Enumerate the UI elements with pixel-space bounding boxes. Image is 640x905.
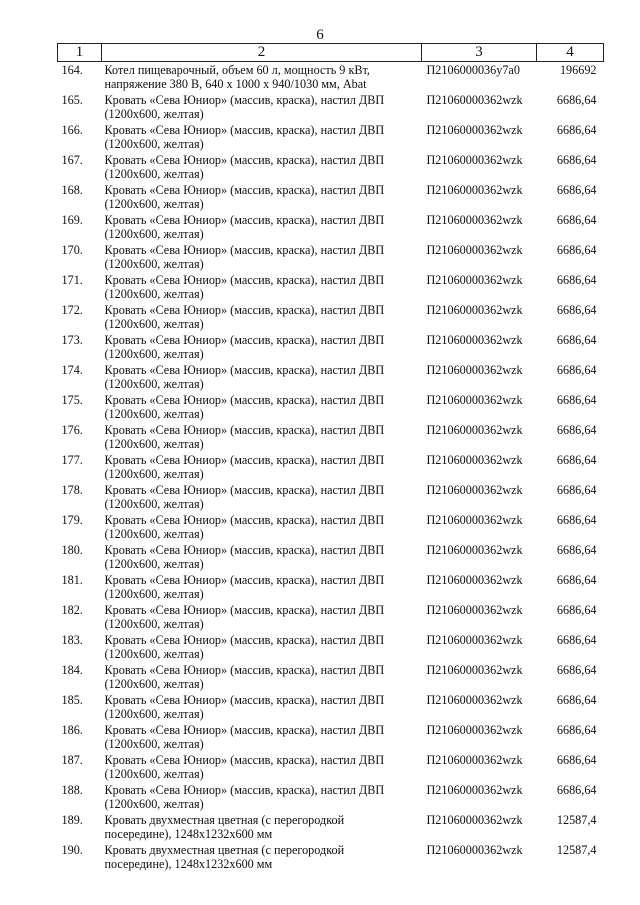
row-number: 164. <box>61 63 83 77</box>
item-name <box>102 333 422 363</box>
item-price: 12587,4 <box>556 843 597 857</box>
row-number: 177. <box>61 453 83 467</box>
item-price: 6686,64 <box>556 123 597 137</box>
inventory-code: П21060000362wzk <box>426 813 523 827</box>
item-price: 6686,64 <box>556 753 597 767</box>
item-name <box>102 573 422 603</box>
item-price: 6686,64 <box>556 213 597 227</box>
item-name-line-1: Кровать «Сева Юниор» (массив, краска), настил ДВП <box>104 153 385 167</box>
inventory-code: П21060000362wzk <box>426 483 523 497</box>
item-name-line-1: Кровать «Сева Юниор» (массив, краска), настил ДВП <box>104 753 385 767</box>
table-row <box>58 483 604 513</box>
item-name-line-1: Кровать «Сева Юниор» (массив, краска), настил ДВП <box>104 543 385 557</box>
table-body <box>58 62 604 874</box>
inventory-code: П21060000362wzk <box>426 723 523 737</box>
item-name <box>102 813 422 843</box>
item-name <box>102 153 422 183</box>
item-name <box>102 303 422 333</box>
item-name-line-2: (1200х600, желтая) <box>104 767 204 781</box>
item-price: 6686,64 <box>556 663 597 677</box>
item-name-line-2: (1200х600, желтая) <box>104 437 204 451</box>
item-price: 6686,64 <box>556 723 597 737</box>
item-price: 6686,64 <box>556 303 597 317</box>
inventory-code: П21060000362wzk <box>426 273 523 287</box>
item-name-line-2: (1200х600, желтая) <box>104 707 204 721</box>
row-number: 167. <box>61 153 83 167</box>
page-number: 6 <box>316 27 324 43</box>
item-price: 6686,64 <box>556 333 597 347</box>
item-name-line-1: Кровать «Сева Юниор» (массив, краска), настил ДВП <box>104 213 385 227</box>
item-name <box>102 243 422 273</box>
item-name-line-1: Кровать «Сева Юниор» (массив, краска), настил ДВП <box>104 183 385 197</box>
row-number: 166. <box>61 123 83 137</box>
item-price: 6686,64 <box>556 93 597 107</box>
table-row <box>58 423 604 453</box>
item-name <box>102 633 422 663</box>
item-name-line-2: (1200х600, желтая) <box>104 257 204 271</box>
item-name-line-2: (1200х600, желтая) <box>104 107 204 121</box>
item-name-line-2: (1200х600, желтая) <box>104 737 204 751</box>
item-name <box>102 783 422 813</box>
item-name-line-2: посередине), 1248х1232х600 мм <box>104 827 273 841</box>
item-name-line-1: Кровать «Сева Юниор» (массив, краска), настил ДВП <box>104 603 385 617</box>
inventory-code: П21060000362wzk <box>426 423 523 437</box>
item-name-line-1: Кровать «Сева Юниор» (массив, краска), настил ДВП <box>104 513 385 527</box>
row-number: 186. <box>61 723 83 737</box>
table-row <box>58 213 604 243</box>
item-name <box>102 453 422 483</box>
row-number: 187. <box>61 753 83 767</box>
item-name-line-2: (1200х600, желтая) <box>104 497 204 511</box>
item-price: 6686,64 <box>556 453 597 467</box>
item-name <box>102 393 422 423</box>
item-name-line-1: Кровать «Сева Юниор» (массив, краска), настил ДВП <box>104 333 385 347</box>
row-number: 188. <box>61 783 83 797</box>
item-name-line-2: (1200х600, желтая) <box>104 647 204 661</box>
item-name <box>102 753 422 783</box>
row-number: 181. <box>61 573 83 587</box>
item-name <box>102 513 422 543</box>
item-name <box>102 543 422 573</box>
item-price: 6686,64 <box>556 693 597 707</box>
table-row <box>58 813 604 843</box>
item-name-line-1: Кровать «Сева Юниор» (массив, краска), настил ДВП <box>104 363 385 377</box>
item-name-line-1: Кровать «Сева Юниор» (массив, краска), настил ДВП <box>104 693 385 707</box>
inventory-code: П21060000362wzk <box>426 663 523 677</box>
row-number: 173. <box>61 333 83 347</box>
row-number: 168. <box>61 183 83 197</box>
inventory-code: П21060000362wzk <box>426 513 523 527</box>
inventory-code: П21060000362wzk <box>426 153 523 167</box>
inventory-code: П21060000362wzk <box>426 303 523 317</box>
item-name-line-2: (1200х600, желтая) <box>104 797 204 811</box>
table-row <box>58 363 604 393</box>
table-row <box>58 783 604 813</box>
table-row <box>58 753 604 783</box>
row-number: 174. <box>61 363 83 377</box>
item-name-line-2: (1200х600, желтая) <box>104 407 204 421</box>
item-name-line-1: Кровать «Сева Юниор» (массив, краска), настил ДВП <box>104 393 385 407</box>
item-name <box>102 603 422 633</box>
inventory-code: П21060000362wzk <box>426 543 523 557</box>
item-name-line-2: (1200х600, желтая) <box>104 287 204 301</box>
table-row <box>58 843 604 873</box>
item-price: 6686,64 <box>556 603 597 617</box>
header-col-code: 3 <box>422 44 537 62</box>
inventory-code: П21060000362wzk <box>426 633 523 647</box>
item-name-line-2: (1200х600, желтая) <box>104 557 204 571</box>
inventory-code: П21060000362wzk <box>426 603 523 617</box>
table-row <box>58 573 604 603</box>
item-name <box>102 183 422 213</box>
item-price: 6686,64 <box>556 423 597 437</box>
item-name-line-2: (1200х600, желтая) <box>104 467 204 481</box>
table-row <box>58 273 604 303</box>
item-name-line-2: посередине), 1248х1232х600 мм <box>104 857 273 871</box>
row-number: 171. <box>61 273 83 287</box>
row-number: 179. <box>61 513 83 527</box>
row-number: 170. <box>61 243 83 257</box>
item-name-line-1: Кровать «Сева Юниор» (массив, краска), настил ДВП <box>104 243 385 257</box>
item-price: 196692 <box>559 63 597 77</box>
item-price: 6686,64 <box>556 543 597 557</box>
table-row <box>58 543 604 573</box>
inventory-code: П21060000362wzk <box>426 93 523 107</box>
table-row <box>58 633 604 663</box>
item-name-line-1: Кровать «Сева Юниор» (массив, краска), настил ДВП <box>104 783 385 797</box>
item-name-line-1: Кровать «Сева Юниор» (массив, краска), настил ДВП <box>104 573 385 587</box>
table-row <box>58 603 604 633</box>
item-name <box>102 93 422 123</box>
inventory-code: П21060000362wzk <box>426 693 523 707</box>
item-name-line-2: (1200х600, желтая) <box>104 587 204 601</box>
item-name-line-2: (1200х600, желтая) <box>104 377 204 391</box>
item-name-line-2: (1200х600, желтая) <box>104 617 204 631</box>
item-price: 6686,64 <box>556 153 597 167</box>
inventory-code: П21060000362wzk <box>426 393 523 407</box>
table-row <box>58 123 604 153</box>
row-number: 165. <box>61 93 83 107</box>
header-col-name: 2 <box>102 44 422 62</box>
inventory-code: П21060000362wzk <box>426 243 523 257</box>
inventory-code: П21060000362wzk <box>426 333 523 347</box>
table-row <box>58 513 604 543</box>
header-col-price: 4 <box>537 44 604 62</box>
item-name <box>102 423 422 453</box>
inventory-code: П21060000362wzk <box>426 213 523 227</box>
row-number: 190. <box>61 843 83 857</box>
item-name-line-1: Кровать «Сева Юниор» (массив, краска), настил ДВП <box>104 123 385 137</box>
table-row <box>58 93 604 123</box>
table-header-row <box>58 44 604 62</box>
table-row <box>58 243 604 273</box>
row-number: 169. <box>61 213 83 227</box>
row-number: 175. <box>61 393 83 407</box>
row-number: 180. <box>61 543 83 557</box>
inventory-code: П2106000036у7а0 <box>426 63 520 77</box>
table-row <box>58 453 604 483</box>
row-number: 185. <box>61 693 83 707</box>
item-name-line-1: Котел пищеварочный, объем 60 л, мощность 9 кВт, <box>104 63 370 77</box>
item-name-line-1: Кровать двухместная цветная (с перегородкой <box>104 843 345 857</box>
table-row <box>58 303 604 333</box>
item-name <box>102 123 422 153</box>
item-name <box>102 663 422 693</box>
item-name-line-1: Кровать двухместная цветная (с перегородкой <box>104 813 345 827</box>
item-price: 6686,64 <box>556 273 597 287</box>
item-name-line-1: Кровать «Сева Юниор» (массив, краска), настил ДВП <box>104 633 385 647</box>
row-number: 183. <box>61 633 83 647</box>
item-price: 6686,64 <box>556 783 597 797</box>
item-price: 6686,64 <box>556 483 597 497</box>
table-row <box>58 663 604 693</box>
item-name-line-2: (1200х600, желтая) <box>104 227 204 241</box>
item-price: 6686,64 <box>556 183 597 197</box>
inventory-code: П21060000362wzk <box>426 123 523 137</box>
inventory-code: П21060000362wzk <box>426 753 523 767</box>
item-name-line-1: Кровать «Сева Юниор» (массив, краска), настил ДВП <box>104 423 385 437</box>
row-number: 184. <box>61 663 83 677</box>
item-name-line-2: (1200х600, желтая) <box>104 137 204 151</box>
table-row <box>58 153 604 183</box>
table-row <box>58 183 604 213</box>
item-name <box>102 483 422 513</box>
inventory-table <box>57 43 604 873</box>
inventory-code: П21060000362wzk <box>426 363 523 377</box>
item-price: 6686,64 <box>556 633 597 647</box>
item-price: 6686,64 <box>556 393 597 407</box>
item-name-line-1: Кровать «Сева Юниор» (массив, краска), настил ДВП <box>104 663 385 677</box>
row-number: 172. <box>61 303 83 317</box>
row-number: 176. <box>61 423 83 437</box>
item-name-line-2: (1200х600, желтая) <box>104 347 204 361</box>
table-row <box>58 333 604 363</box>
inventory-code: П21060000362wzk <box>426 573 523 587</box>
item-name-line-1: Кровать «Сева Юниор» (массив, краска), настил ДВП <box>104 303 385 317</box>
inventory-code: П21060000362wzk <box>426 453 523 467</box>
inventory-code: П21060000362wzk <box>426 183 523 197</box>
header-col-number: 1 <box>58 44 102 62</box>
table-row <box>58 723 604 753</box>
row-number: 189. <box>61 813 83 827</box>
item-name <box>102 363 422 393</box>
item-price: 12587,4 <box>556 813 597 827</box>
table-row <box>58 693 604 723</box>
inventory-code: П21060000362wzk <box>426 843 523 857</box>
item-name-line-1: Кровать «Сева Юниор» (массив, краска), настил ДВП <box>104 723 385 737</box>
item-name-line-1: Кровать «Сева Юниор» (массив, краска), настил ДВП <box>104 273 385 287</box>
item-name <box>102 213 422 243</box>
item-name-line-2: (1200х600, желтая) <box>104 317 204 331</box>
item-name-line-2: (1200х600, желтая) <box>104 167 204 181</box>
item-name-line-2: (1200х600, желтая) <box>104 527 204 541</box>
item-price: 6686,64 <box>556 243 597 257</box>
item-name-line-2: напряжение 380 В, 640 х 1000 х 940/1030 мм, Abat <box>104 77 367 91</box>
item-name <box>102 843 422 873</box>
item-price: 6686,64 <box>556 363 597 377</box>
item-name <box>102 273 422 303</box>
row-number: 178. <box>61 483 83 497</box>
item-name <box>102 723 422 753</box>
row-number: 182. <box>61 603 83 617</box>
table-row <box>58 393 604 423</box>
item-name-line-1: Кровать «Сева Юниор» (массив, краска), настил ДВП <box>104 453 385 467</box>
item-name-line-1: Кровать «Сева Юниор» (массив, краска), настил ДВП <box>104 93 385 107</box>
item-price: 6686,64 <box>556 573 597 587</box>
item-name <box>102 62 422 94</box>
item-name-line-2: (1200х600, желтая) <box>104 677 204 691</box>
item-price: 6686,64 <box>556 513 597 527</box>
item-name-line-1: Кровать «Сева Юниор» (массив, краска), настил ДВП <box>104 483 385 497</box>
inventory-code: П21060000362wzk <box>426 783 523 797</box>
item-name <box>102 693 422 723</box>
table-row <box>58 62 604 94</box>
item-name-line-2: (1200х600, желтая) <box>104 197 204 211</box>
